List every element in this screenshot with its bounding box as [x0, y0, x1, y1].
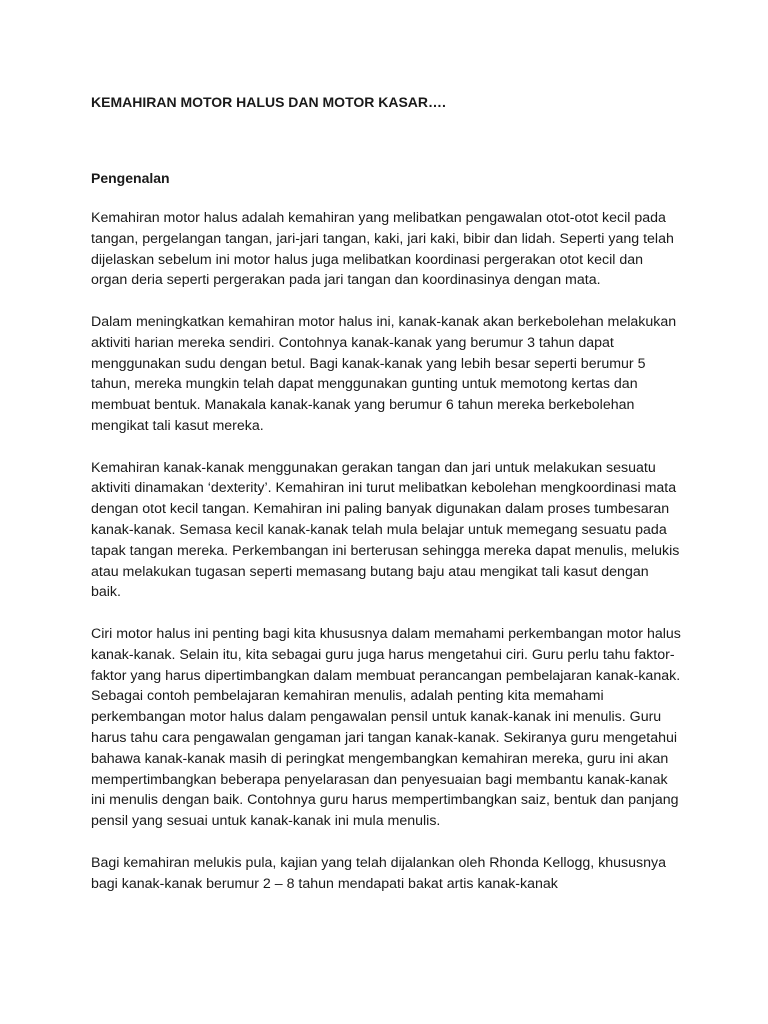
- section-heading: Pengenalan: [91, 170, 170, 186]
- document-page: [91, 92, 681, 894]
- paragraph-4: Ciri motor halus ini penting bagi kita khususnya dalam memahami perkembangan motor halus kanak-kanak. Selain itu, kita sebagai guru juga harus mengetahui ciri. Guru perlu tahu faktor-faktor yang harus dipertimbangkan dalam membuat perancangan pembelajaran kanak-kanak. Sebagai contoh pembelajaran kemahiran menulis, adalah penting kita memahami perkembangan motor halus dalam pengawalan pensil untuk kanak-kanak ini menulis. Guru harus tahu cara pengawalan gengaman jari tangan kanak-kanak. Sekiranya guru mengetahui bahawa kanak-kanak masih di peringkat mengembangkan kemahiran mereka, guru ini akan mempertimbangkan beberapa penyelarasan dan penyesuaian bagi membantu kanak-kanak ini menulis dengan baik. Contohnya guru harus mempertimbangkan saiz, bentuk dan panjang pensil yang sesuai untuk kanak-kanak ini mula menulis.: [91, 625, 681, 830]
- paragraph-2: Dalam meningkatkan kemahiran motor halus ini, kanak-kanak akan berkebolehan melakukan aktiviti harian mereka sendiri. Contohnya kanak-kanak yang berumur 3 tahun dapat menggunakan sudu dengan betul. Bagi kanak-kanak yang lebih besar seperti berumur 5 tahun, mereka mungkin telah dapat menggunakan gunting untuk memotong kertas dan membuat bentuk. Manakala kanak-kanak yang berumur 6 tahun mereka berkebolehan mengikat tali kasut mereka.: [91, 313, 677, 434]
- document-title: KEMAHIRAN MOTOR HALUS DAN MOTOR KASAR….: [91, 94, 446, 110]
- paragraph-1: Kemahiran motor halus adalah kemahiran yang melibatkan pengawalan otot-otot kecil pada tangan, pergelangan tangan, jari-jari tangan, kaki, jari kaki, bibir dan lidah. Seperti yang telah dijelaskan sebelum ini motor halus juga melibatkan koordinasi pergerakan otot kecil dan organ deria seperti pergerakan pada jari tangan dan koordinasinya dengan mata.: [91, 210, 674, 289]
- paragraph-3: Kemahiran kanak-kanak menggunakan gerakan tangan dan jari untuk melakukan sesuatu aktiviti dinamakan ‘dexterity’. Kemahiran ini turut melibatkan kebolehan mengkoordinasi mata dengan otot kecil tangan. Kemahiran ini paling banyak digunakan dalam proses tumbesaran kanak-kanak. Semasa kecil kanak-kanak telah mula belajar untuk memegang sesuatu pada tapak tangan mereka. Perkembangan ini berterusan sehingga mereka dapat menulis, melukis atau melakukan tugasan seperti memasang butang baju atau mengikat tali kasut dengan baik.: [91, 459, 680, 601]
- paragraph-5: Bagi kemahiran melukis pula, kajian yang telah dijalankan oleh Rhonda Kellogg, khususnya bagi kanak-kanak berumur 2 – 8 tahun mendapati bakat artis kanak-kanak: [91, 854, 666, 892]
